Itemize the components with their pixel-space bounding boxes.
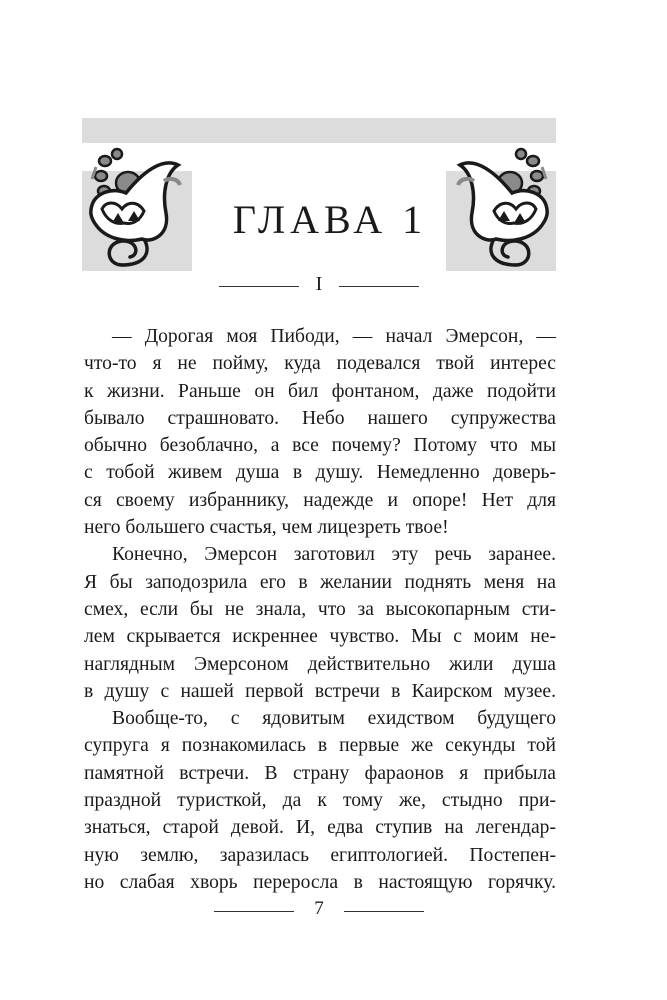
body-text bbox=[84, 323, 556, 896]
text-line: что-то я не пойму, куда подевался твой интерес bbox=[84, 353, 556, 375]
lotus-flower-icon bbox=[446, 143, 556, 271]
section-number: I bbox=[315, 273, 323, 295]
text-line: но слабая хворь переросла в настоящую горячку. bbox=[84, 871, 556, 893]
text-line: — Дорогая моя Пибоди, — начал Эмерсон, — bbox=[112, 326, 556, 347]
text-line: Вообще-то, с ядовитым ехидством будущего bbox=[112, 708, 556, 730]
text-line: Я бы заподозрила его в желании поднять меня на bbox=[84, 571, 556, 593]
text-line: лем скрывается искреннее чувство. Мы с моим не- bbox=[84, 626, 556, 648]
text-line: обычно безоблачно, а все почему? Потому что мы bbox=[84, 435, 556, 457]
paragraph bbox=[84, 323, 556, 541]
text-line: в душу с нашей первой встречи в Каирском музее. bbox=[84, 680, 556, 702]
text-line: Конечно, Эмерсон заготовил эту речь заранее. bbox=[112, 544, 556, 566]
page-footer bbox=[214, 898, 424, 924]
header-band bbox=[82, 118, 556, 143]
text-line: знаться, старой девой. И, едва ступив на легендар- bbox=[84, 817, 556, 839]
text-line: ся своему избраннику, надежде и опоре! Нет для bbox=[84, 489, 556, 511]
chapter-title: ГЛАВА 1 bbox=[232, 197, 428, 242]
text-line: него большего счастья, чем лицезреть твое! bbox=[84, 517, 449, 539]
ornament-left bbox=[82, 143, 192, 271]
page-number: 7 bbox=[314, 898, 324, 919]
text-line: супруга я познакомилась в первые же секунды той bbox=[84, 735, 556, 757]
paragraph bbox=[84, 541, 556, 705]
text-line: смех, если бы не знала, что за высокопарным сти- bbox=[84, 598, 556, 620]
lotus-flower-icon bbox=[82, 143, 192, 271]
section-marker bbox=[219, 273, 419, 297]
section-rule-right bbox=[339, 286, 419, 287]
text-line: с тобой живем душа в душу. Немедленно доверь- bbox=[84, 462, 556, 484]
text-line: памятной встречи. В страну фараонов я прибыла bbox=[84, 762, 556, 784]
ornament-right bbox=[446, 143, 556, 271]
text-line: наглядным Эмерсоном действительно жили душа bbox=[84, 653, 556, 675]
text-line: праздной туристкой, да к тому же, стыдно при- bbox=[84, 790, 556, 812]
text-line: ную землю, заразилась египтологией. Постепен- bbox=[84, 844, 556, 866]
text-line: бывало страшновато. Небо нашего супружества bbox=[84, 407, 556, 429]
footer-rule-right bbox=[344, 911, 424, 912]
paragraph bbox=[84, 705, 556, 896]
text-line: к жизни. Раньше он бил фонтаном, даже подойти bbox=[84, 380, 556, 402]
